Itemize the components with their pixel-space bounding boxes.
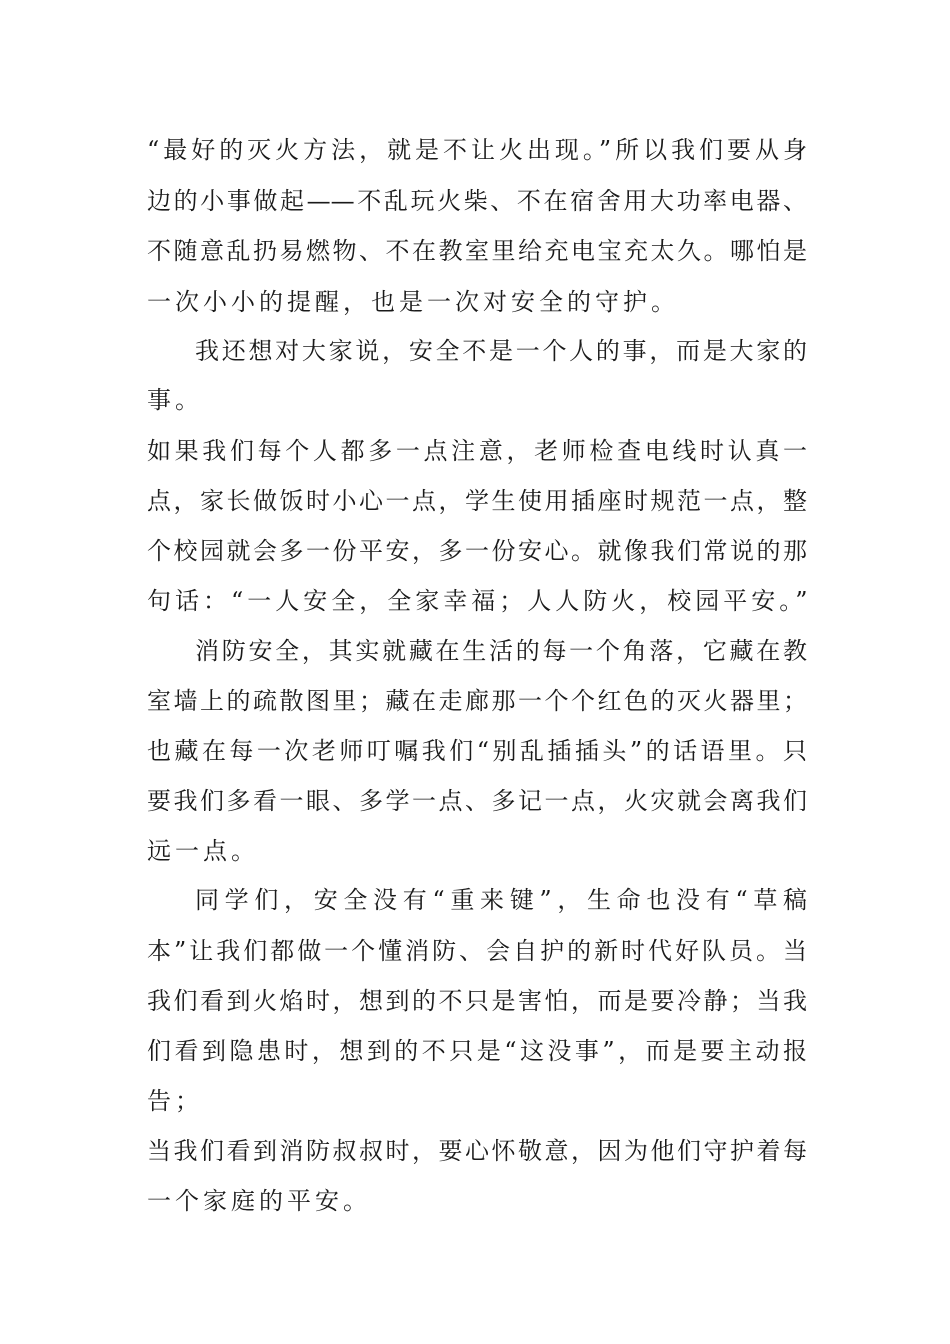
text-line: 同学们，安全没有“重来键”，生命也没有“草稿: [195, 886, 807, 914]
text-line: 我们看到火焰时，想到的不只是害怕，而是要冷静；当我: [147, 987, 807, 1015]
text-line: 一个家庭的平安。: [147, 1187, 371, 1215]
text-line: 本”让我们都做一个懂消防、会自护的新时代好队员。当: [147, 937, 807, 965]
text-line: 事。: [147, 386, 203, 414]
text-line: 当我们看到消防叔叔时，要心怀敬意，因为他们守护着每: [147, 1137, 807, 1165]
text-line: “最好的灭火方法，就是不让火出现。”所以我们要从身: [147, 136, 807, 164]
text-line: 句话：“一人安全，全家幸福；人人防火，校园平安。”: [147, 587, 812, 615]
text-line: 我还想对大家说，安全不是一个人的事，而是大家的: [195, 337, 807, 365]
text-line: 如果我们每个人都多一点注意，老师检查电线时认真一: [147, 437, 807, 465]
text-line: 室墙上的疏散图里；藏在走廊那一个个红色的灭火器里；: [147, 687, 807, 715]
text-line: 告；: [147, 1087, 203, 1115]
text-line: 不随意乱扔易燃物、不在教室里给充电宝充太久。哪怕是: [147, 237, 807, 265]
text-line: 个校园就会多一份平安，多一份安心。就像我们常说的那: [147, 537, 807, 565]
text-line: 远一点。: [147, 837, 259, 865]
text-line: 一次小小的提醒，也是一次对安全的守护。: [147, 288, 679, 316]
text-line: 们看到隐患时，想到的不只是“这没事”，而是要主动报: [147, 1037, 807, 1065]
text-line: 也藏在每一次老师叮嘱我们“别乱插插头”的话语里。只: [147, 737, 807, 765]
text-line: 点，家长做饭时小心一点，学生使用插座时规范一点，整: [147, 487, 807, 515]
text-line: 要我们多看一眼、多学一点、多记一点，火灾就会离我们: [147, 787, 807, 815]
text-line: 消防安全，其实就藏在生活的每一个角落，它藏在教: [195, 637, 807, 665]
text-line: 边的小事做起——不乱玩火柴、不在宿舍用大功率电器、: [147, 187, 807, 215]
